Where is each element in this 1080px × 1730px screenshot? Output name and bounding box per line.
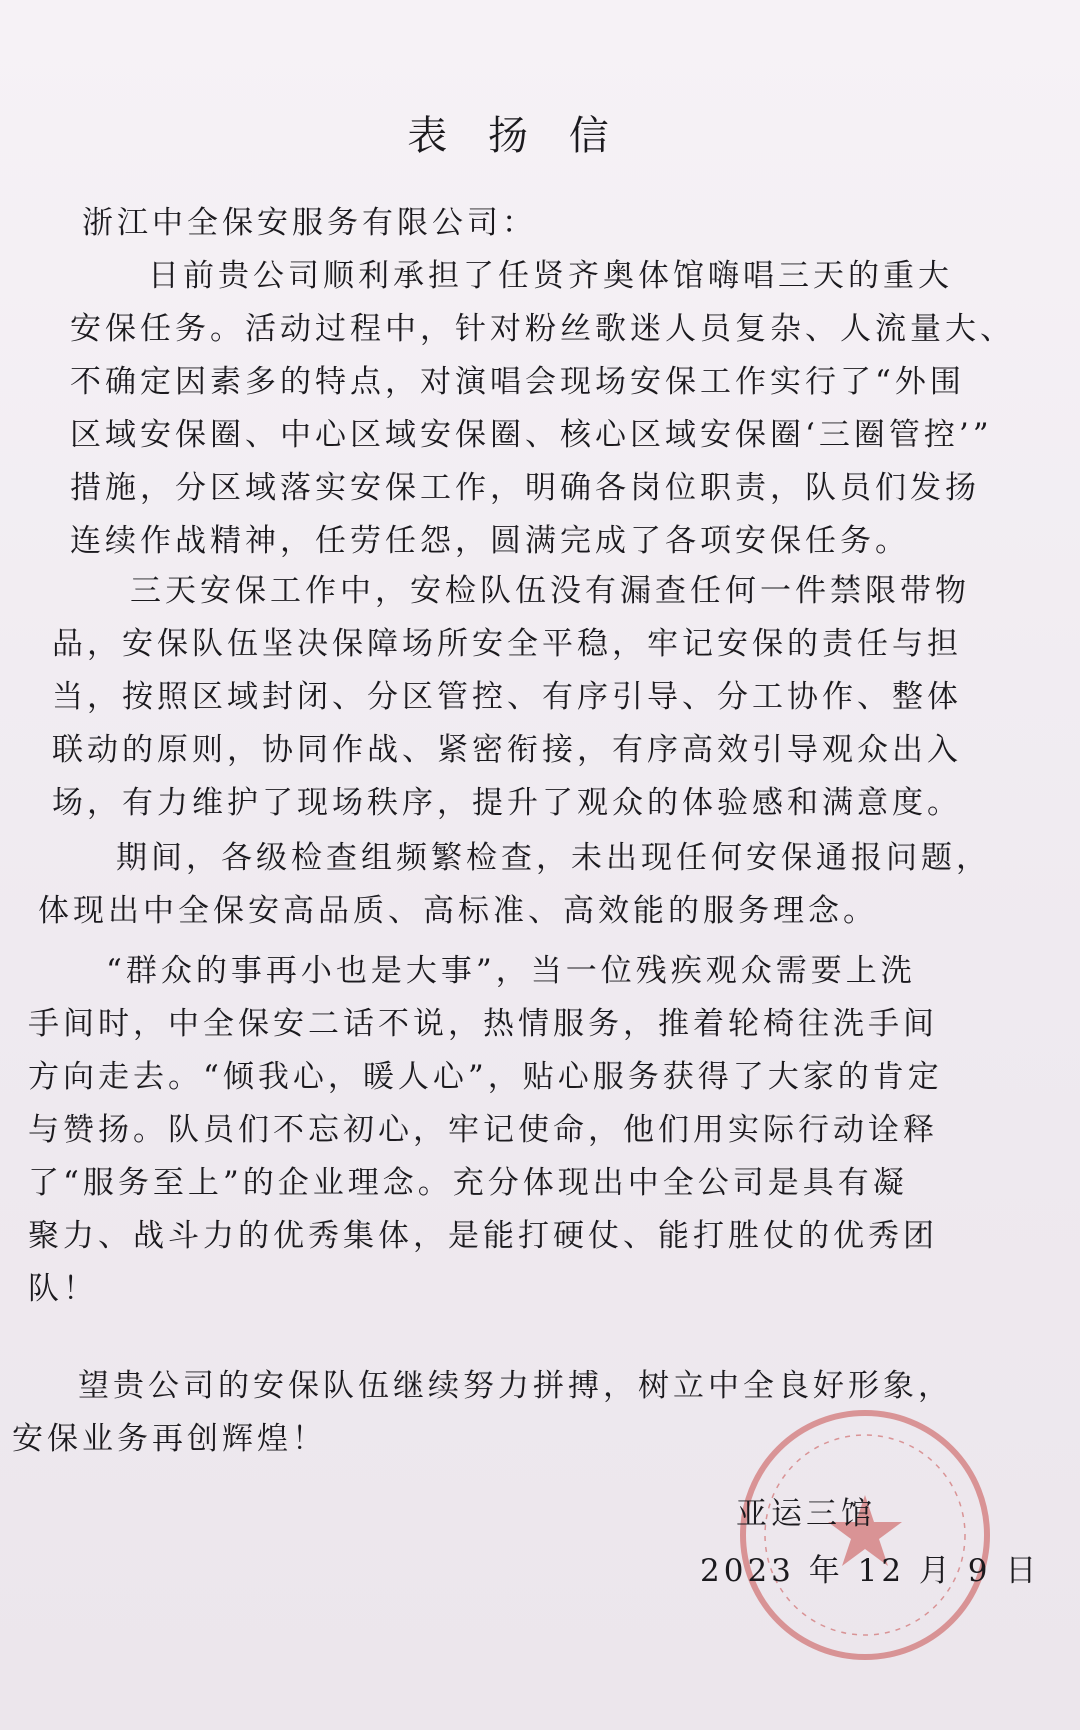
signature-name: 亚运三馆 (736, 1496, 876, 1532)
paragraph-4 (28, 945, 1038, 1316)
paragraph-line: 措施，分区域落实安保工作，明确各岗位职责，队员们发扬 (70, 470, 980, 506)
paragraph-line: 方向走去。“倾我心，暖人心”，贴心服务获得了大家的肯定 (28, 1059, 943, 1095)
signature-date: 2023 年 12 月 9 日 (700, 1553, 1041, 1589)
paragraph-2 (52, 565, 1032, 830)
paragraph-line: 体现出中全保安高品质、高标准、高效能的服务理念。 (38, 893, 878, 929)
paragraph-line: 不确定因素多的特点，对演唱会现场安保工作实行了“外围 (70, 364, 965, 400)
paragraph-3 (38, 832, 1038, 938)
paragraph-line: 安保业务再创辉煌！ (12, 1421, 327, 1457)
paragraph-line: 日前贵公司顺利承担了任贤齐奥体馆嗨唱三天的重大 (148, 258, 953, 294)
paragraph-line: 队！ (28, 1271, 98, 1307)
paragraph-line: 手间时，中全保安二话不说，热情服务，推着轮椅往洗手间 (28, 1006, 938, 1042)
paragraph-line: 区域安保圈、中心区域安保圈、核心区域安保圈‘三圈管控’” (70, 417, 993, 453)
salutation (82, 197, 1032, 250)
paragraph-line: 连续作战精神，任劳任怨，圆满完成了各项安保任务。 (70, 523, 910, 559)
paragraph-line: 期间，各级检查组频繁检查，未出现任何安保通报问题， (116, 840, 991, 876)
paragraph-line: 安保任务。活动过程中，针对粉丝歌迷人员复杂、人流量大、 (70, 311, 1015, 347)
official-seal-stamp (730, 1400, 1000, 1670)
paragraph-line: 场，有力维护了现场秩序，提升了观众的体验感和满意度。 (52, 785, 962, 821)
paragraph-line: 联动的原则，协同作战、紧密衔接，有序高效引导观众出入 (52, 732, 962, 768)
paragraph-line: “群众的事再小也是大事”，当一位残疾观众需要上洗 (106, 953, 916, 989)
paragraph-line: 与赞扬。队员们不忘初心，牢记使命，他们用实际行动诠释 (28, 1112, 938, 1148)
paragraph-line: 品，安保队伍坚决保障场所安全平稳，牢记安保的责任与担 (52, 626, 962, 662)
salutation-line: 浙江中全保安服务有限公司： (82, 205, 537, 241)
paragraph-line: 三天安保工作中，安检队伍没有漏查任何一件禁限带物 (130, 573, 970, 609)
paragraph-1 (70, 250, 1020, 568)
paragraph-line: 当，按照区域封闭、分区管控、有序引导、分工协作、整体 (52, 679, 962, 715)
paragraph-line: 了“服务至上”的企业理念。充分体现出中全公司是具有凝 (28, 1165, 908, 1201)
letter-title: 表 扬 信 (407, 113, 623, 159)
paragraph-line: 望贵公司的安保队伍继续努力拼搏，树立中全良好形象， (78, 1368, 953, 1404)
paragraph-line: 聚力、战斗力的优秀集体，是能打硬仗、能打胜仗的优秀团 (28, 1218, 938, 1254)
